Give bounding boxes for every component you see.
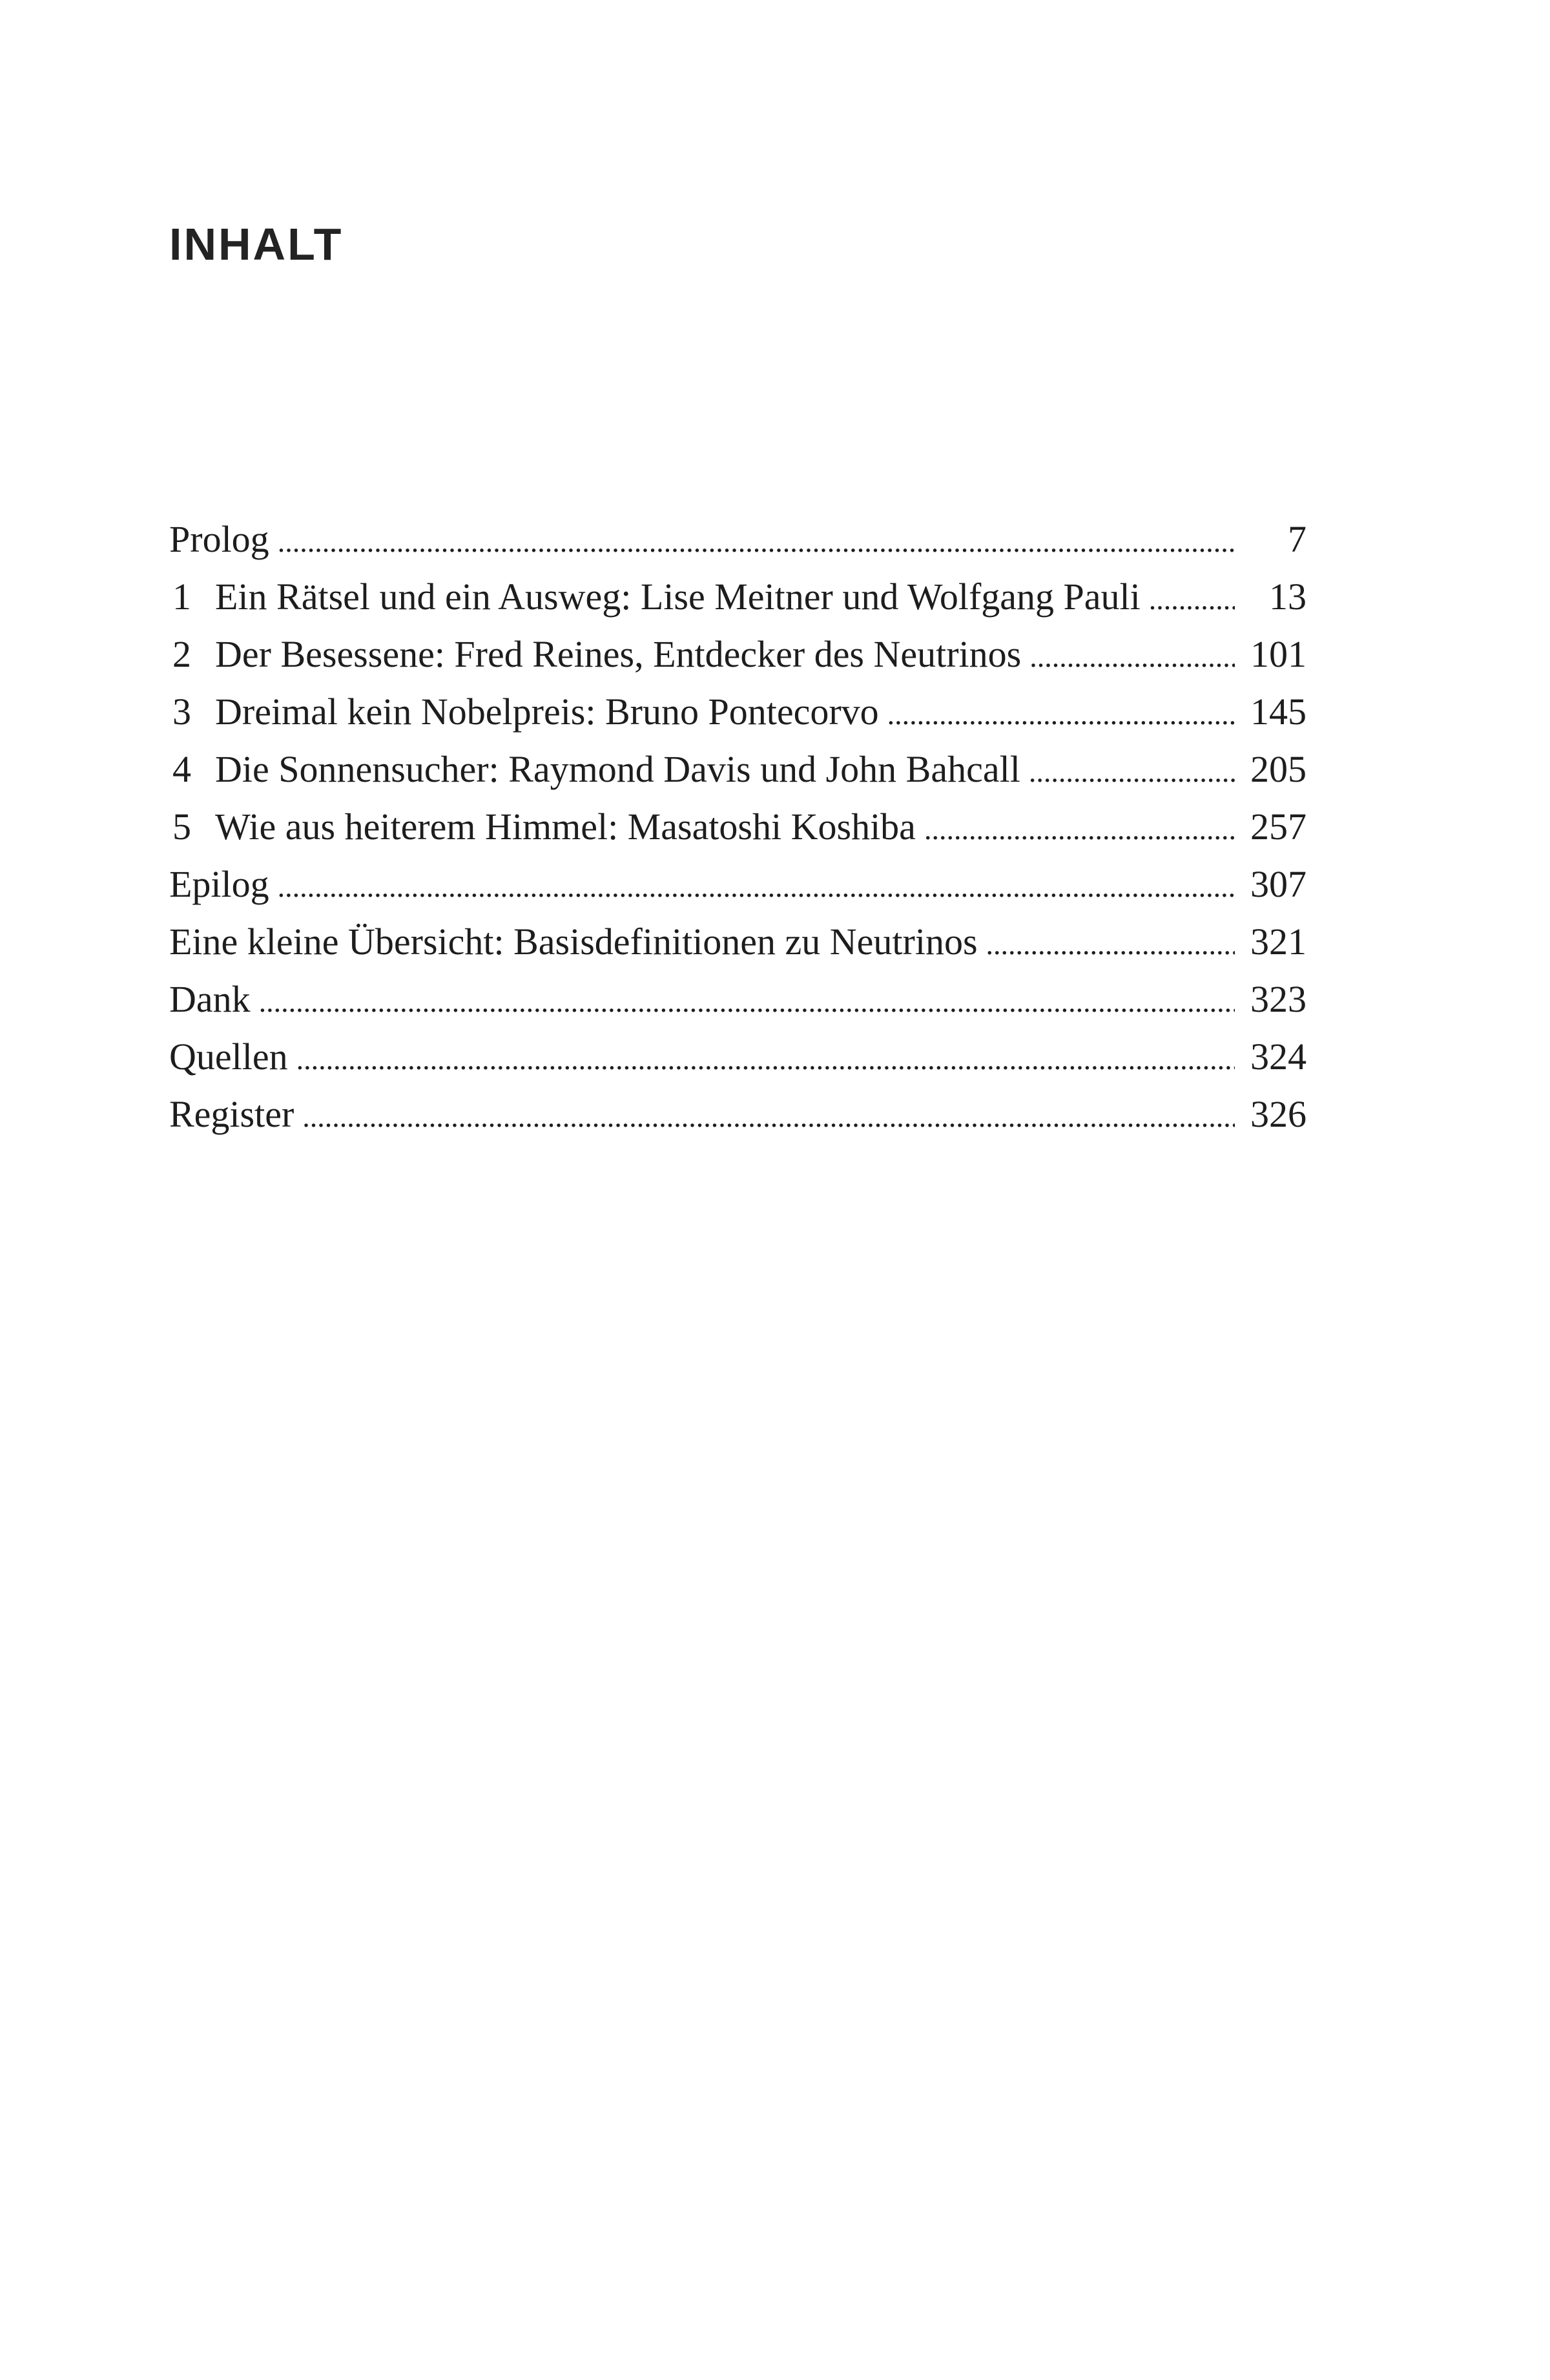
toc-entry-page: 145 bbox=[1250, 691, 1307, 733]
toc-entry-page: 13 bbox=[1269, 576, 1307, 618]
toc-entry bbox=[169, 923, 1307, 961]
toc-entry bbox=[169, 633, 1307, 675]
toc-entry-label: Eine kleine Übersicht: Basisdefinitionen zu Neutrinos bbox=[169, 921, 978, 963]
toc-entry bbox=[169, 863, 1307, 905]
toc-list bbox=[169, 518, 1307, 1135]
toc-entry bbox=[169, 693, 1307, 731]
toc-entry-label: Wie aus heiterem Himmel: Masatoshi Koshiba bbox=[215, 806, 916, 848]
toc-entry-page: 324 bbox=[1250, 1036, 1307, 1078]
toc-entry-page: 257 bbox=[1250, 806, 1307, 848]
toc-entry bbox=[169, 808, 1307, 846]
dot-leader bbox=[1029, 642, 1235, 672]
toc-entry-label: Quellen bbox=[169, 1036, 288, 1078]
toc-entry bbox=[169, 518, 1307, 560]
toc-entry bbox=[169, 978, 1307, 1020]
dot-leader bbox=[302, 1102, 1235, 1132]
dot-leader bbox=[296, 1045, 1235, 1074]
dot-leader bbox=[1149, 585, 1235, 614]
dot-leader bbox=[278, 872, 1235, 902]
toc-entry-number: 2 bbox=[172, 633, 191, 675]
toc-entry bbox=[169, 748, 1307, 790]
toc-entry bbox=[169, 578, 1307, 616]
toc-entry-label: Register bbox=[169, 1093, 294, 1135]
toc-entry-label: Der Besessene: Fred Reines, Entdecker des Neutrinos bbox=[215, 633, 1022, 675]
dot-leader bbox=[1029, 757, 1235, 787]
dot-leader bbox=[986, 930, 1235, 959]
toc-entry bbox=[169, 1038, 1307, 1076]
toc-entry-number: 3 bbox=[172, 691, 191, 733]
toc-entry-label: Die Sonnensucher: Raymond Davis und John Bahcall bbox=[215, 748, 1020, 790]
dot-leader bbox=[259, 987, 1235, 1017]
toc-entry-number: 4 bbox=[172, 748, 191, 790]
dot-leader bbox=[278, 527, 1235, 557]
page-title: INHALT bbox=[169, 219, 344, 269]
toc-entry bbox=[169, 1093, 1307, 1135]
toc-entry-page: 307 bbox=[1250, 863, 1307, 905]
toc-entry-label: Epilog bbox=[169, 863, 269, 905]
toc-entry-number: 1 bbox=[172, 576, 191, 618]
toc-entry-page: 7 bbox=[1288, 518, 1307, 560]
toc-entry-label: Dank bbox=[169, 978, 251, 1020]
dot-leader bbox=[924, 815, 1235, 844]
toc-entry-page: 205 bbox=[1250, 748, 1307, 790]
toc-entry-page: 101 bbox=[1250, 633, 1307, 675]
toc-entry-label: Dreimal kein Nobelpreis: Bruno Pontecorvo bbox=[215, 691, 879, 733]
toc-entry-page: 326 bbox=[1250, 1093, 1307, 1135]
toc-entry-page: 321 bbox=[1250, 921, 1307, 963]
toc-entry-number: 5 bbox=[172, 806, 191, 848]
toc-entry-label: Prolog bbox=[169, 518, 269, 560]
toc-entry-page: 323 bbox=[1250, 978, 1307, 1020]
toc-entry-label: Ein Rätsel und ein Ausweg: Lise Meitner und Wolfgang Pauli bbox=[215, 576, 1141, 618]
dot-leader bbox=[887, 700, 1235, 729]
